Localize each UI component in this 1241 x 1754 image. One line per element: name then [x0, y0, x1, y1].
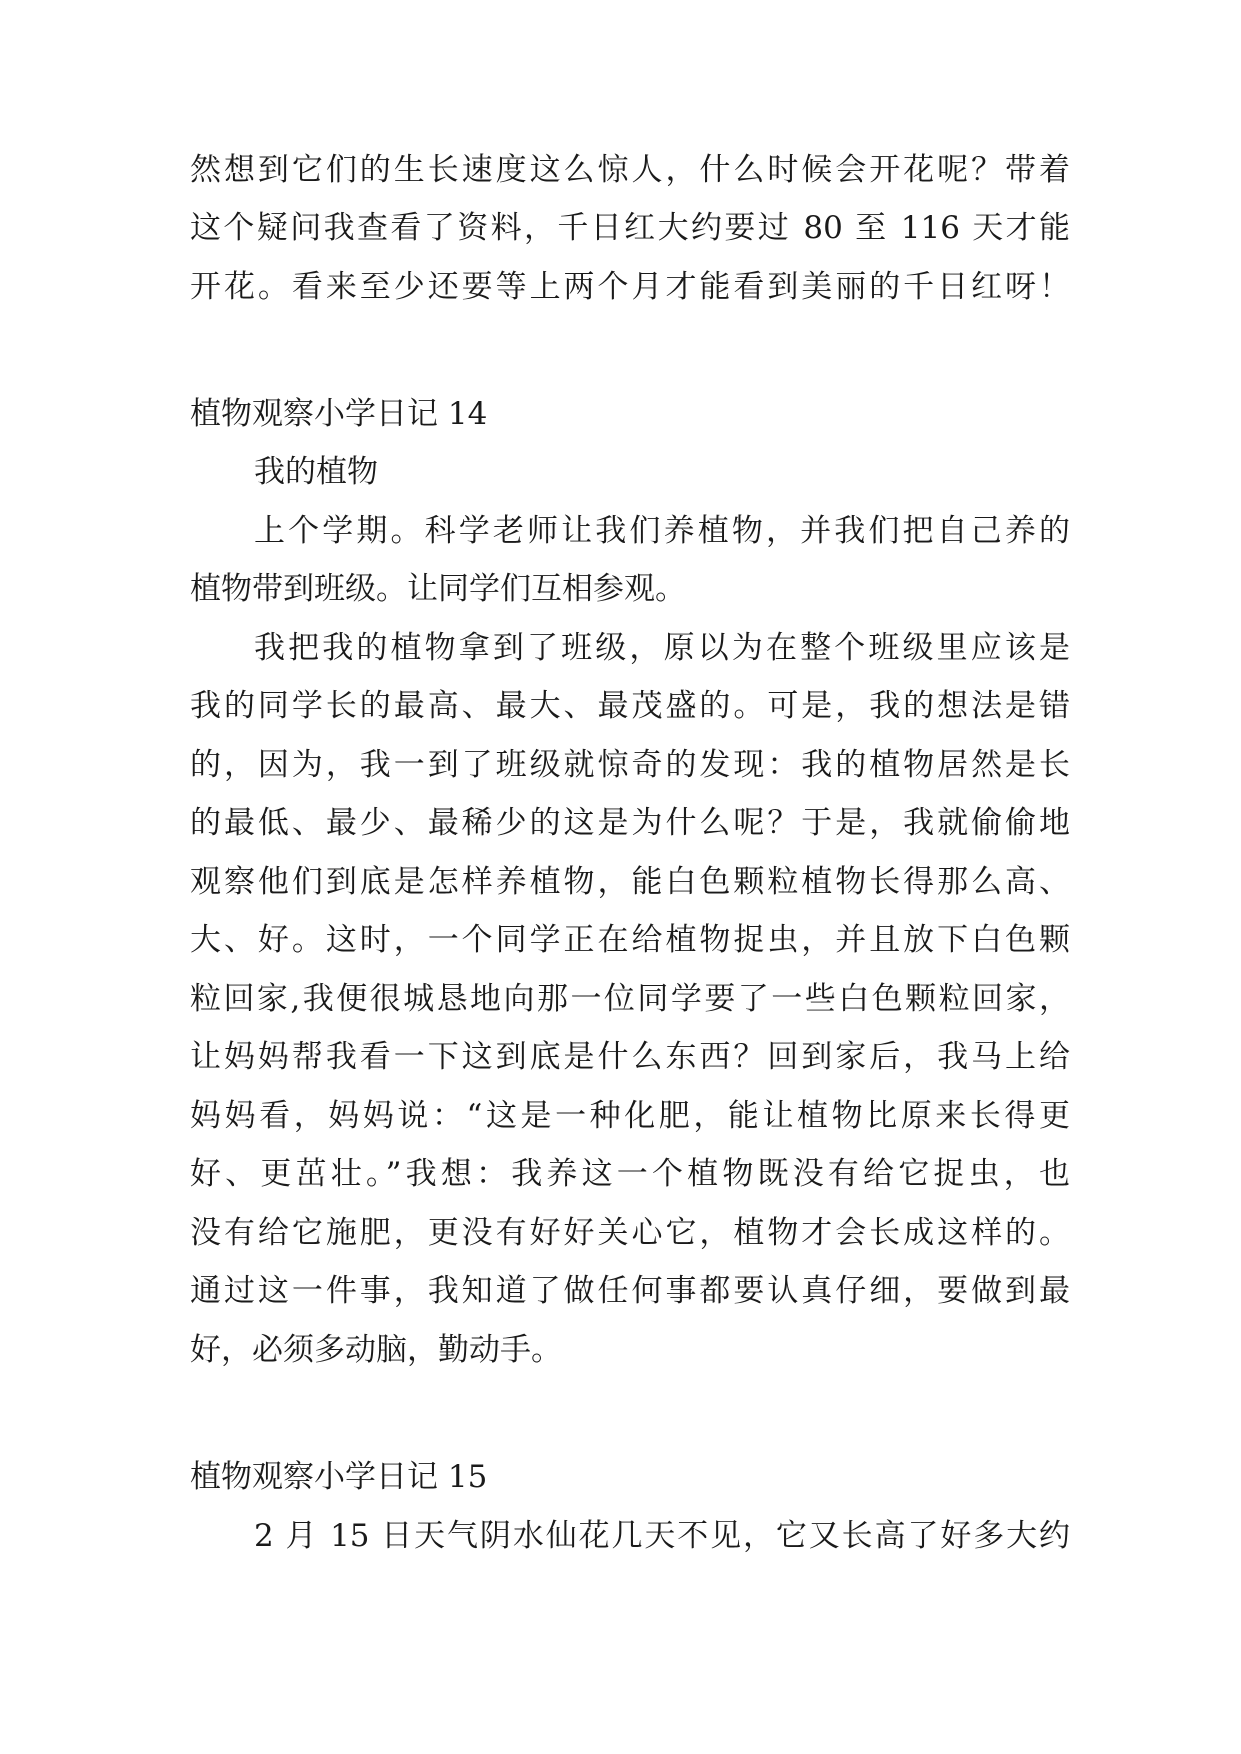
- text-line: 上个学期。科学老师让我们养植物，并我们把自己养的: [254, 513, 1070, 549]
- text-line: 妈妈看，妈妈说：“这是一种化肥，能让植物比原来长得更: [190, 1098, 1070, 1134]
- text-line: 好，必须多动脑，勤动手。: [190, 1332, 562, 1368]
- text-line: 我的同学长的最高、最大、最茂盛的。可是，我的想法是错: [190, 688, 1070, 724]
- text-line: 粒回家,我便很城恳地向那一位同学要了一些白色颗粒回家，: [190, 981, 1070, 1017]
- text-line: 通过这一件事，我知道了做任何事都要认真仔细，要做到最: [190, 1273, 1070, 1309]
- text-line: 我把我的植物拿到了班级，原以为在整个班级里应该是: [254, 630, 1070, 666]
- text-line: 植物带到班级。让同学们互相参观。: [190, 571, 686, 607]
- text-line: 这个疑问我查看了资料，千日红大约要过 80 至 116 天才能: [190, 210, 1070, 246]
- text-line: 开花。看来至少还要等上两个月才能看到美丽的千日红呀！: [190, 269, 1070, 305]
- section-heading: 植物观察小学日记 15: [190, 1459, 488, 1495]
- text-line: 好、更茁壮。”我想：我养这一个植物既没有给它捉虫，也: [190, 1156, 1070, 1192]
- text-line: 让妈妈帮我看一下这到底是什么东西？回到家后，我马上给: [190, 1039, 1070, 1075]
- text-line: 的最低、最少、最稀少的这是为什么呢？于是，我就偷偷地: [190, 805, 1070, 841]
- text-line: 2 月 15 日天气阴水仙花几天不见，它又长高了好多大约: [254, 1518, 1070, 1554]
- text-line: 大、好。这时，一个同学正在给植物捉虫，并且放下白色颗: [190, 922, 1070, 958]
- text-line: 观察他们到底是怎样养植物，能白色颗粒植物长得那么高、: [190, 864, 1070, 900]
- article-title: 我的植物: [254, 454, 378, 490]
- text-line: 然想到它们的生长速度这么惊人，什么时候会开花呢？带着: [190, 152, 1070, 188]
- text-line: 的，因为，我一到了班级就惊奇的发现：我的植物居然是长: [190, 747, 1070, 783]
- text-line: 没有给它施肥，更没有好好关心它，植物才会长成这样的。: [190, 1215, 1070, 1251]
- section-heading: 植物观察小学日记 14: [190, 396, 488, 432]
